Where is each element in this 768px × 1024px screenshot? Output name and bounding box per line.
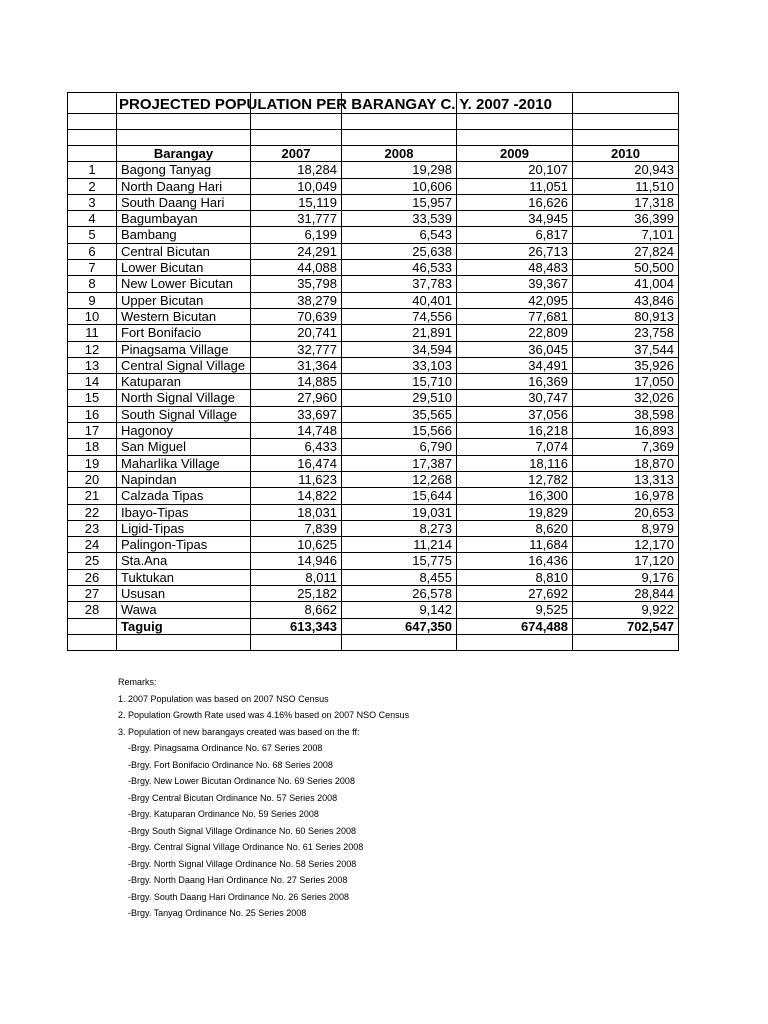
- barangay-name: Tuktukan: [117, 569, 251, 585]
- value-2009: 36,045: [457, 341, 573, 357]
- row-number: 10: [68, 308, 117, 324]
- value-2009: 37,056: [457, 406, 573, 422]
- barangay-name: Pinagsama Village: [117, 341, 251, 357]
- value-2007: 10,625: [251, 537, 342, 553]
- barangay-name: South Daang Hari: [117, 194, 251, 210]
- value-2008: 37,783: [342, 276, 457, 292]
- row-number: 6: [68, 243, 117, 259]
- value-2008: 8,273: [342, 520, 457, 536]
- barangay-name: Western Bicutan: [117, 308, 251, 324]
- total-row: [68, 618, 679, 634]
- value-2007: 70,639: [251, 308, 342, 324]
- population-sheet: [67, 92, 678, 651]
- value-2008: 10,606: [342, 178, 457, 194]
- table-row: [68, 537, 679, 553]
- remarks-section: [118, 674, 409, 922]
- value-2010: 9,176: [573, 569, 679, 585]
- value-2010: 20,653: [573, 504, 679, 520]
- barangay-name: Sta.Ana: [117, 553, 251, 569]
- table-row: [68, 586, 679, 602]
- remark-line: 1. 2007 Population was based on 2007 NSO Census: [118, 693, 329, 704]
- remark-line: -Brgy. Tanyag Ordinance No. 25 Series 2008: [128, 908, 307, 918]
- header-row: [68, 146, 679, 162]
- value-2010: 17,050: [573, 374, 679, 390]
- value-2007: 14,748: [251, 423, 342, 439]
- value-2010: 38,598: [573, 406, 679, 422]
- barangay-name: North Signal Village: [117, 390, 251, 406]
- value-2007: 6,433: [251, 439, 342, 455]
- value-2008: 6,790: [342, 439, 457, 455]
- row-number: 28: [68, 602, 117, 618]
- value-2008: 6,543: [342, 227, 457, 243]
- remark-line: 2. Population Growth Rate used was 4.16% based on 2007 NSO Census: [118, 710, 410, 720]
- value-2008: 15,644: [342, 488, 457, 504]
- value-2007: 35,798: [251, 276, 342, 292]
- table-row: [68, 439, 679, 455]
- value-2008: 40,401: [342, 292, 457, 308]
- remark-line: -Brgy South Signal Village Ordinance No. 60 Series 2008: [128, 825, 356, 836]
- value-2008: 29,510: [342, 390, 457, 406]
- value-2007: 44,088: [251, 260, 342, 276]
- value-2007: 10,049: [251, 178, 342, 194]
- barangay-name: Ligid-Tipas: [117, 520, 251, 536]
- table-row: [68, 211, 679, 227]
- value-2007: 31,777: [251, 211, 342, 227]
- value-2007: 25,182: [251, 586, 342, 602]
- header-2008: 2008: [342, 146, 457, 162]
- value-2008: 34,594: [342, 341, 457, 357]
- value-2007: 24,291: [251, 243, 342, 259]
- barangay-name: Katuparan: [117, 374, 251, 390]
- value-2007: 38,279: [251, 292, 342, 308]
- value-2007: 27,960: [251, 390, 342, 406]
- table-row: [68, 390, 679, 406]
- value-2009: 19,829: [457, 504, 573, 520]
- row-number: 23: [68, 520, 117, 536]
- value-2010: 7,101: [573, 227, 679, 243]
- table-row: [68, 504, 679, 520]
- value-2008: 33,103: [342, 357, 457, 373]
- barangay-name: Bambang: [117, 227, 251, 243]
- remark-line: -Brgy. Katuparan Ordinance No. 59 Series 2008: [128, 809, 319, 819]
- value-2009: 6,817: [457, 227, 573, 243]
- value-2007: 6,199: [251, 227, 342, 243]
- header-barangay: Barangay: [117, 146, 251, 162]
- table-row: [68, 357, 679, 373]
- total-label: Taguig: [117, 618, 251, 634]
- table-row: [68, 194, 679, 210]
- value-2009: 8,810: [457, 569, 573, 585]
- header-2007: 2007: [251, 146, 342, 162]
- value-2010: 37,544: [573, 341, 679, 357]
- remark-line: -Brgy Central Bicutan Ordinance No. 57 Series 2008: [128, 792, 338, 803]
- value-2010: 11,510: [573, 178, 679, 194]
- value-2009: 30,747: [457, 390, 573, 406]
- table-row: [68, 455, 679, 471]
- barangay-name: Bagong Tanyag: [117, 162, 251, 178]
- row-number: 3: [68, 194, 117, 210]
- table-row: [68, 243, 679, 259]
- barangay-name: San Miguel: [117, 439, 251, 455]
- value-2007: 20,741: [251, 325, 342, 341]
- value-2009: 16,300: [457, 488, 573, 504]
- value-2008: 15,566: [342, 423, 457, 439]
- value-2009: 39,367: [457, 276, 573, 292]
- total-2008: 647,350: [342, 618, 457, 634]
- value-2007: 16,474: [251, 455, 342, 471]
- table-row: [68, 260, 679, 276]
- value-2008: 17,387: [342, 455, 457, 471]
- remark-line: -Brgy. North Signal Village Ordinance No. 58 Series 2008: [128, 858, 357, 869]
- blank-row: [68, 114, 679, 130]
- page-title: PROJECTED POPULATION PER BARANGAY C. Y. 2007 -2010: [119, 96, 552, 113]
- value-2007: 11,623: [251, 471, 342, 487]
- value-2009: 77,681: [457, 308, 573, 324]
- row-number: 15: [68, 390, 117, 406]
- value-2008: 15,957: [342, 194, 457, 210]
- value-2010: 17,120: [573, 553, 679, 569]
- value-2009: 16,626: [457, 194, 573, 210]
- row-number: 19: [68, 455, 117, 471]
- table-row: [68, 162, 679, 178]
- value-2010: 32,026: [573, 390, 679, 406]
- barangay-name: Hagonoy: [117, 423, 251, 439]
- barangay-name: North Daang Hari: [117, 178, 251, 194]
- total-2010: 702,547: [573, 618, 679, 634]
- barangay-name: South Signal Village: [117, 406, 251, 422]
- barangay-name: Wawa: [117, 602, 251, 618]
- value-2007: 14,822: [251, 488, 342, 504]
- value-2008: 15,710: [342, 374, 457, 390]
- value-2007: 32,777: [251, 341, 342, 357]
- remark-line: -Brgy. Fort Bonifacio Ordinance No. 68 Series 2008: [128, 759, 333, 770]
- table-row: [68, 520, 679, 536]
- header-2009: 2009: [457, 146, 573, 162]
- table-row: [68, 406, 679, 422]
- table-row: [68, 292, 679, 308]
- value-2008: 11,214: [342, 537, 457, 553]
- row-number: 13: [68, 357, 117, 373]
- barangay-name: Palingon-Tipas: [117, 537, 251, 553]
- value-2007: 7,839: [251, 520, 342, 536]
- table-row: [68, 325, 679, 341]
- value-2009: 12,782: [457, 471, 573, 487]
- row-number: 20: [68, 471, 117, 487]
- barangay-name: Lower Bicutan: [117, 260, 251, 276]
- table-row: [68, 569, 679, 585]
- table-row: [68, 423, 679, 439]
- table-row: [68, 602, 679, 618]
- table-row: [68, 308, 679, 324]
- value-2010: 36,399: [573, 211, 679, 227]
- title-row: [68, 93, 679, 114]
- blank-row: [68, 130, 679, 146]
- value-2009: 20,107: [457, 162, 573, 178]
- value-2010: 35,926: [573, 357, 679, 373]
- value-2007: 31,364: [251, 357, 342, 373]
- value-2009: 34,491: [457, 357, 573, 373]
- value-2010: 16,978: [573, 488, 679, 504]
- remark-line: -Brgy. Central Signal Village Ordinance No. 61 Series 2008: [128, 842, 364, 852]
- value-2009: 16,218: [457, 423, 573, 439]
- value-2009: 48,483: [457, 260, 573, 276]
- barangay-name: Calzada Tipas: [117, 488, 251, 504]
- value-2010: 9,922: [573, 602, 679, 618]
- barangay-name: New Lower Bicutan: [117, 276, 251, 292]
- value-2007: 8,011: [251, 569, 342, 585]
- value-2008: 15,775: [342, 553, 457, 569]
- table-row: [68, 227, 679, 243]
- value-2009: 34,945: [457, 211, 573, 227]
- row-number: 16: [68, 406, 117, 422]
- value-2008: 12,268: [342, 471, 457, 487]
- value-2008: 26,578: [342, 586, 457, 602]
- value-2008: 8,455: [342, 569, 457, 585]
- remark-line: -Brgy. North Daang Hari Ordinance No. 27 Series 2008: [128, 875, 348, 885]
- value-2007: 33,697: [251, 406, 342, 422]
- blank-row: [68, 634, 679, 650]
- row-number: 2: [68, 178, 117, 194]
- value-2010: 16,893: [573, 423, 679, 439]
- row-number: 22: [68, 504, 117, 520]
- value-2009: 7,074: [457, 439, 573, 455]
- row-number: 21: [68, 488, 117, 504]
- table-row: [68, 341, 679, 357]
- remark-line: -Brgy. South Daang Hari Ordinance No. 26 Series 2008: [128, 891, 349, 902]
- row-number: 4: [68, 211, 117, 227]
- remark-line: -Brgy. New Lower Bicutan Ordinance No. 69 Series 2008: [128, 776, 355, 786]
- row-number: 5: [68, 227, 117, 243]
- row-number: 11: [68, 325, 117, 341]
- header-2010: 2010: [573, 146, 679, 162]
- total-2009: 674,488: [457, 618, 573, 634]
- table-row: [68, 374, 679, 390]
- value-2010: 43,846: [573, 292, 679, 308]
- value-2007: 14,946: [251, 553, 342, 569]
- value-2010: 28,844: [573, 586, 679, 602]
- row-number: 7: [68, 260, 117, 276]
- value-2008: 74,556: [342, 308, 457, 324]
- barangay-name: Central Signal Village: [117, 357, 251, 373]
- barangay-name: Bagumbayan: [117, 211, 251, 227]
- value-2007: 18,284: [251, 162, 342, 178]
- value-2008: 19,298: [342, 162, 457, 178]
- value-2009: 16,369: [457, 374, 573, 390]
- value-2007: 8,662: [251, 602, 342, 618]
- value-2009: 27,692: [457, 586, 573, 602]
- value-2010: 50,500: [573, 260, 679, 276]
- value-2010: 8,979: [573, 520, 679, 536]
- value-2009: 8,620: [457, 520, 573, 536]
- value-2009: 18,116: [457, 455, 573, 471]
- row-number: 17: [68, 423, 117, 439]
- value-2008: 46,533: [342, 260, 457, 276]
- value-2007: 15,119: [251, 194, 342, 210]
- row-number: 8: [68, 276, 117, 292]
- barangay-name: Ibayo-Tipas: [117, 504, 251, 520]
- value-2008: 33,539: [342, 211, 457, 227]
- value-2008: 35,565: [342, 406, 457, 422]
- table-row: [68, 471, 679, 487]
- barangay-name: Upper Bicutan: [117, 292, 251, 308]
- value-2008: 25,638: [342, 243, 457, 259]
- value-2010: 80,913: [573, 308, 679, 324]
- value-2009: 9,525: [457, 602, 573, 618]
- row-number: 27: [68, 586, 117, 602]
- barangay-name: Maharlika Village: [117, 455, 251, 471]
- barangay-name: Napindan: [117, 471, 251, 487]
- value-2009: 11,051: [457, 178, 573, 194]
- value-2010: 23,758: [573, 325, 679, 341]
- barangay-name: Fort Bonifacio: [117, 325, 251, 341]
- value-2010: 13,313: [573, 471, 679, 487]
- row-number: 24: [68, 537, 117, 553]
- value-2009: 42,095: [457, 292, 573, 308]
- value-2010: 41,004: [573, 276, 679, 292]
- value-2010: 18,870: [573, 455, 679, 471]
- row-number: 12: [68, 341, 117, 357]
- value-2009: 26,713: [457, 243, 573, 259]
- value-2007: 18,031: [251, 504, 342, 520]
- value-2010: 17,318: [573, 194, 679, 210]
- row-number: 18: [68, 439, 117, 455]
- remark-line: -Brgy. Pinagsama Ordinance No. 67 Series 2008: [128, 743, 323, 753]
- row-number: 14: [68, 374, 117, 390]
- population-table: [67, 92, 679, 651]
- remark-line: 3. Population of new barangays created was based on the ff:: [118, 726, 360, 737]
- value-2010: 12,170: [573, 537, 679, 553]
- value-2010: 27,824: [573, 243, 679, 259]
- value-2009: 16,436: [457, 553, 573, 569]
- table-row: [68, 178, 679, 194]
- table-row: [68, 276, 679, 292]
- row-number: 1: [68, 162, 117, 178]
- value-2008: 19,031: [342, 504, 457, 520]
- row-number: 26: [68, 569, 117, 585]
- value-2010: 20,943: [573, 162, 679, 178]
- value-2009: 22,809: [457, 325, 573, 341]
- value-2010: 7,369: [573, 439, 679, 455]
- barangay-name: Central Bicutan: [117, 243, 251, 259]
- value-2008: 9,142: [342, 602, 457, 618]
- value-2009: 11,684: [457, 537, 573, 553]
- table-row: [68, 553, 679, 569]
- value-2007: 14,885: [251, 374, 342, 390]
- value-2008: 21,891: [342, 325, 457, 341]
- remarks-heading: Remarks:: [118, 677, 157, 687]
- total-2007: 613,343: [251, 618, 342, 634]
- barangay-name: Ususan: [117, 586, 251, 602]
- row-number: 9: [68, 292, 117, 308]
- row-number: 25: [68, 553, 117, 569]
- table-row: [68, 488, 679, 504]
